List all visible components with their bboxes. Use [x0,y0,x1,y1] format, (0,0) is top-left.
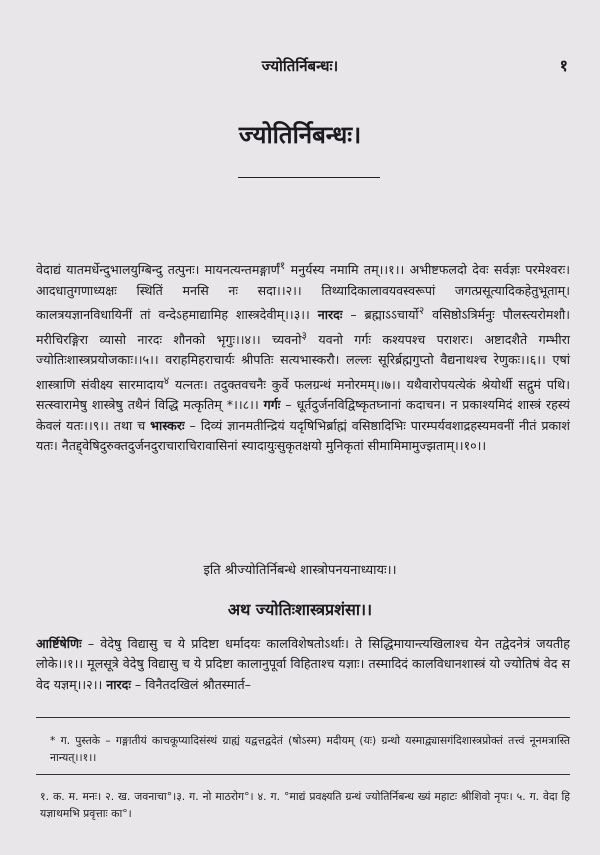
variant-readings: १. क. म. मनः। २. ख. जवनाचा°।३. ग. नो माठरोग°। ४. ग. °माद्यं प्रवक्ष्यति ग्रन्थं ज्योतिर्निबन्ध ख्यं महाटः श्रीशिवो नृपः। ५. ग. वेदा हि यज्ञाथमभि प्रवृत्ताः का°। [40,790,570,820]
footnote-divider [36,717,570,718]
verse-text: – विनैतदखिलं श्रौतस्मार्त– [130,676,251,692]
chapter-colophon: इति श्रीज्योतिर्निबन्धे शास्त्रोपनयनाध्यायः।। [203,563,397,578]
verse-text: – वेदेषु विद्यासु च ये प्रदिष्टा धर्मादयः कालविशेषतोऽर्थाः। ते सिद्धिमायान्त्यखिलाश्च येन तद्वेदनेत्रं जयतीह लोके।।१।। मूलसूत्रे वेदेषु विद्यासु च ये प्रदिष्टा कालानुपूर्वा विहिताश्च यज्ञाः। तस्मादिदं कालविधानशास्त्रं यो ज्योतिषं वेद स वेद यज्ञम्।।२।। [36,636,570,692]
footnote-marker: ३ [301,329,308,342]
section-heading: अथ ज्योतिःशास्त्रप्रशंसा।। [227,600,373,619]
speaker-name: भास्करः [150,417,185,433]
main-text [36,256,570,456]
verse-text: – धूर्तदुर्जनविद्विष्कृतघ्नानां कदाचन। न प्रकाश्यमिदं शास्त्रं रहस्यं केवलं यतः।।९।। तथा च [36,397,570,433]
verse-paragraph-2 [36,634,570,695]
page-number: १ [559,56,568,75]
chapter-title: ज्योतिर्निबन्धः। [238,121,362,149]
footnote-marker: १ [279,260,286,272]
footnote-marker: २ [418,305,425,317]
speaker-name: गर्गः [263,397,281,413]
main-text-continued [36,634,570,695]
verse-text: यत्नतः। तदुक्तवचनैः कुर्वे फलग्रन्थं मनोरमम्।।७।। यथैवारोपयत्येकं श्रेयोर्थी सद्गुमं पथि। सत्स्वारामेषु शास्त्रेषु तथैनं विद्धि मत्कृतिम् *।।८।। [36,376,570,413]
variants-divider [36,774,570,775]
verse-text: मनुर्यस्य नमामि तम्।।१।। अभीष्टफलदो देवः सर्वज्ञः परमेश्वरः। आदधातुगणाध्यक्षः स्थितिं मनसि नः सदा।।२।। तिथ्यादिकालावयवस्वरूपां जगत्प्रसूत्यादिकहेतुभूताम्। कालत्रयज्ञानविधायिनीं तां वन्देऽहमाद्यामिह शास्त्रदेवीम्।।३।। [36,262,570,323]
speaker-name: नारदः [106,676,131,692]
verse-text: – दिव्यं ज्ञानमतीन्द्रियं यदृषिभिर्ब्राह्मं वसिष्ठादिभिः पारम्पर्यवशाद्रहस्यमवनीं नीतं प्रकाशं यतः। नैतद्द्वेषिदुरुक्तदुर्जनदुराचाराचिरावासिनां स्यादायुःसुकृतक्षयो मुनिकृतां सीमामिमामुज्झताम्।।१०।। [36,417,570,453]
running-title: ज्योतिर्निबन्धः। [261,57,339,75]
speaker-name: नारदः [317,307,343,323]
verse-text: यवनो गर्गः कश्यपश्च पराशरः। अष्टादशैते गम्भीरा ज्योतिःशास्त्रप्रयोजकाः।।५।। वराहमिहराचार्यः श्रीपतिः सत्यभास्करौ। लल्लः सूरिर्ब्रह्मगुप्तो वैद्यनाथश्च रेणुकः।।६।। एषां शास्त्राणि संवीक्ष्य सारमादाय [36,331,570,392]
star-footnote: * ग. पुस्तके – गङ्गातीयं काचकूप्यादिसंस्थं ग्राह्यं यद्वत्तद्वदेतं (षोऽस्म) मदीयम् (यः) ग्रन्थो यस्माद्व्यासगंदिशास्त्रप्रोक्तं तत्त्वं नूनमत्रास्ति नान्यत्।।१।। [50,734,570,764]
verse-text: वेदाद्यं यातमर्धेन्दुभालयुग्बिन्दु तत्पुनः। मायनत्यन्तमङ्गार्णं [36,262,280,278]
speaker-name: आर्ष्टिषेणिः [36,636,82,651]
verse-text: वसिष्ठोऽत्रिर्मनुः पौलस्त्यरोमशौ। मरीचिरङ्गिरा व्यासो नारदः शौनको भृगुः।।४।। च्यवनो [36,307,570,347]
title-underline [238,177,380,178]
verse-text: – ब्रह्माऽऽचार्यो [342,307,419,323]
verse-paragraph-1 [36,256,570,456]
footnote-marker: ४ [163,374,170,387]
